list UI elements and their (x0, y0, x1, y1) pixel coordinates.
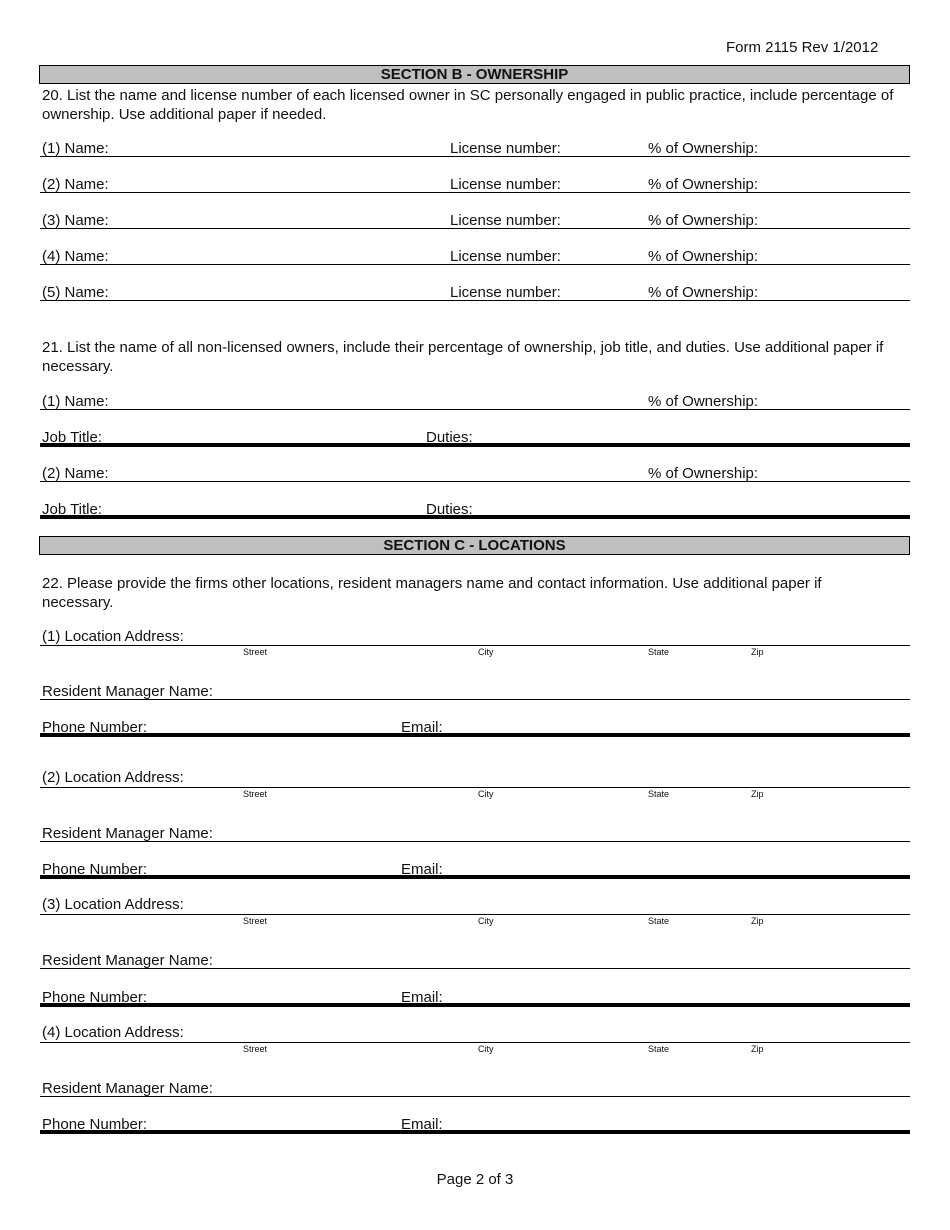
zip-caption: Zip (751, 1044, 764, 1054)
nonlicensed-name-label: (1) Name: (42, 393, 109, 410)
owner-license-label: License number: (450, 176, 561, 193)
form-id: Form 2115 Rev 1/2012 (726, 39, 879, 56)
owner-pct-label: % of Ownership: (648, 140, 759, 157)
duties-label: Duties: (426, 429, 473, 446)
contact-fill-line[interactable] (40, 875, 910, 879)
city-caption: City (478, 1044, 494, 1054)
street-caption: Street (243, 789, 268, 799)
location-address-label: (3) Location Address: (42, 896, 184, 913)
contact-fill-line[interactable] (40, 733, 910, 737)
state-caption: State (648, 1044, 670, 1054)
city-caption: City (478, 647, 494, 657)
owner-fill-line[interactable] (40, 228, 910, 229)
phone-label: Phone Number: (42, 861, 148, 878)
owner-name-label: (5) Name: (42, 284, 109, 301)
manager-fill-line[interactable] (40, 968, 910, 969)
owner-name-label: (2) Name: (42, 176, 109, 193)
email-label: Email: (401, 989, 443, 1006)
address-fill-line[interactable] (40, 787, 910, 788)
owner-pct-label: % of Ownership: (648, 284, 759, 301)
duties-label: Duties: (426, 501, 473, 518)
owner-license-label: License number: (450, 248, 561, 265)
state-caption: State (648, 647, 670, 657)
email-label: Email: (401, 1116, 443, 1133)
nonlicensed-pct-label: % of Ownership: (648, 393, 759, 410)
phone-label: Phone Number: (42, 1116, 148, 1133)
owner-name-label: (1) Name: (42, 140, 109, 157)
manager-fill-line[interactable] (40, 1096, 910, 1097)
owner-license-label: License number: (450, 140, 561, 157)
street-caption: Street (243, 916, 268, 926)
owner-fill-line[interactable] (40, 300, 910, 301)
manager-fill-line[interactable] (40, 841, 910, 842)
job-duties-line[interactable] (40, 515, 910, 519)
owner-license-label: License number: (450, 284, 561, 301)
address-fill-line[interactable] (40, 914, 910, 915)
owner-pct-label: % of Ownership: (648, 176, 759, 193)
owner-pct-label: % of Ownership: (648, 212, 759, 229)
resident-manager-label: Resident Manager Name: (42, 683, 213, 700)
state-caption: State (648, 789, 670, 799)
page-number: Page 2 of 3 (436, 1171, 514, 1188)
zip-caption: Zip (751, 789, 764, 799)
nonlicensed-name-line[interactable] (40, 481, 910, 482)
zip-caption: Zip (751, 916, 764, 926)
nonlicensed-pct-label: % of Ownership: (648, 465, 759, 482)
owner-fill-line[interactable] (40, 156, 910, 157)
question-22: 22. Please provide the firms other locations, resident managers name and contact information. Use additional paper if necessary. (42, 575, 822, 611)
address-fill-line[interactable] (40, 645, 910, 646)
job-title-label: Job Title: (42, 501, 103, 518)
section-c-header: SECTION C - LOCATIONS (39, 536, 910, 555)
nonlicensed-name-line[interactable] (40, 409, 910, 410)
city-caption: City (478, 916, 494, 926)
location-address-label: (4) Location Address: (42, 1024, 184, 1041)
contact-fill-line[interactable] (40, 1003, 910, 1007)
manager-fill-line[interactable] (40, 699, 910, 700)
city-caption: City (478, 789, 494, 799)
resident-manager-label: Resident Manager Name: (42, 952, 213, 969)
zip-caption: Zip (751, 647, 764, 657)
location-address-label: (1) Location Address: (42, 628, 184, 645)
owner-name-label: (3) Name: (42, 212, 109, 229)
nonlicensed-name-label: (2) Name: (42, 465, 109, 482)
resident-manager-label: Resident Manager Name: (42, 825, 213, 842)
owner-name-label: (4) Name: (42, 248, 109, 265)
state-caption: State (648, 916, 670, 926)
owner-license-label: License number: (450, 212, 561, 229)
address-fill-line[interactable] (40, 1042, 910, 1043)
owner-fill-line[interactable] (40, 192, 910, 193)
owner-fill-line[interactable] (40, 264, 910, 265)
street-caption: Street (243, 647, 268, 657)
contact-fill-line[interactable] (40, 1130, 910, 1134)
job-title-label: Job Title: (42, 429, 103, 446)
job-duties-line[interactable] (40, 443, 910, 447)
phone-label: Phone Number: (42, 989, 148, 1006)
question-21: 21. List the name of all non-licensed owners, include their percentage of ownership, job title, and duties. Use additional paper if necessary. (42, 339, 884, 375)
question-20: 20. List the name and license number of each licensed owner in SC personally engaged in public practice, include percentage of ownership. Use additional paper if needed. (42, 87, 894, 123)
section-b-header: SECTION B - OWNERSHIP (39, 65, 910, 84)
email-label: Email: (401, 861, 443, 878)
email-label: Email: (401, 719, 443, 736)
resident-manager-label: Resident Manager Name: (42, 1080, 213, 1097)
owner-pct-label: % of Ownership: (648, 248, 759, 265)
street-caption: Street (243, 1044, 268, 1054)
phone-label: Phone Number: (42, 719, 148, 736)
location-address-label: (2) Location Address: (42, 769, 184, 786)
